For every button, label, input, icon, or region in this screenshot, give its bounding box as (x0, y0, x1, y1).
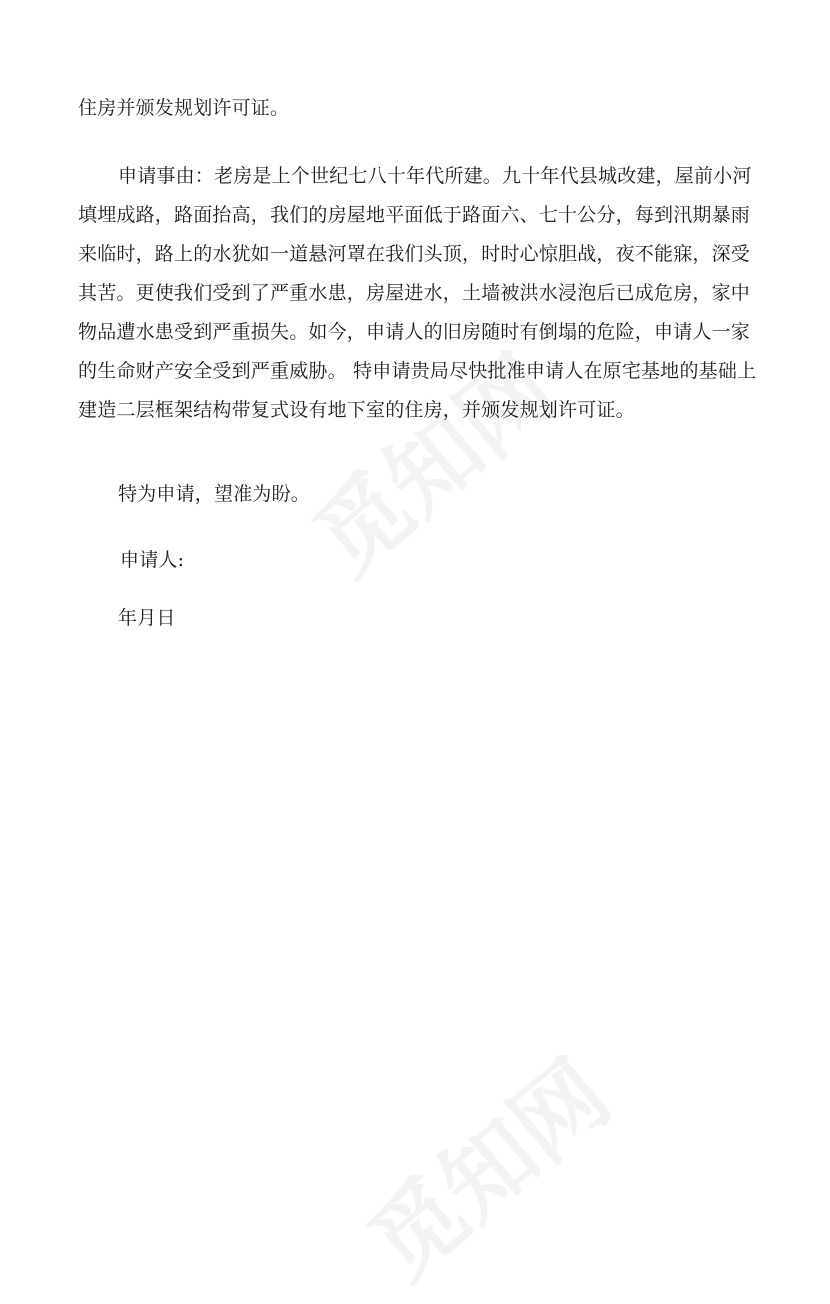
reason-line-6: 的生命财产安全受到严重威胁。 特申请贵局尽快批准申请人在原宅基地的基础上 (78, 360, 757, 382)
reason-line-3: 来临时，路上的水犹如一道悬河罩在我们头顶，时时心惊胆战，夜不能寐，深受 (78, 243, 751, 265)
reason-line-7: 建造二层框架结构带复式设有地下室的住房，并颁发规划许可证。 (78, 399, 635, 421)
reason-line-2: 填埋成路，路面抬高，我们的房屋地平面低于路面六、七十公分，每到汛期暴雨 (78, 204, 751, 226)
applicant-label: 申请人: (120, 549, 185, 571)
closing-line: 特为申请，望准为盼。 (118, 483, 311, 505)
watermark-bottom (337, 1035, 613, 1294)
continuation-line: 住房并颁发规划许可证。 (78, 97, 290, 119)
date-label: 年月日 (118, 607, 176, 629)
reason-line-4: 其苦。更使我们受到了严重水患，房屋进水，土墙被洪水浸泡后已成危房，家中 (78, 282, 751, 304)
reason-line-1: 申请事由：老房是上个世纪七八十年代所建。九十年代县城改建，屋前小河 (118, 165, 752, 187)
reason-line-5: 物品遭水患受到严重损失。如今，申请人的旧房随时有倒塌的危险，申请人一家 (78, 321, 751, 343)
